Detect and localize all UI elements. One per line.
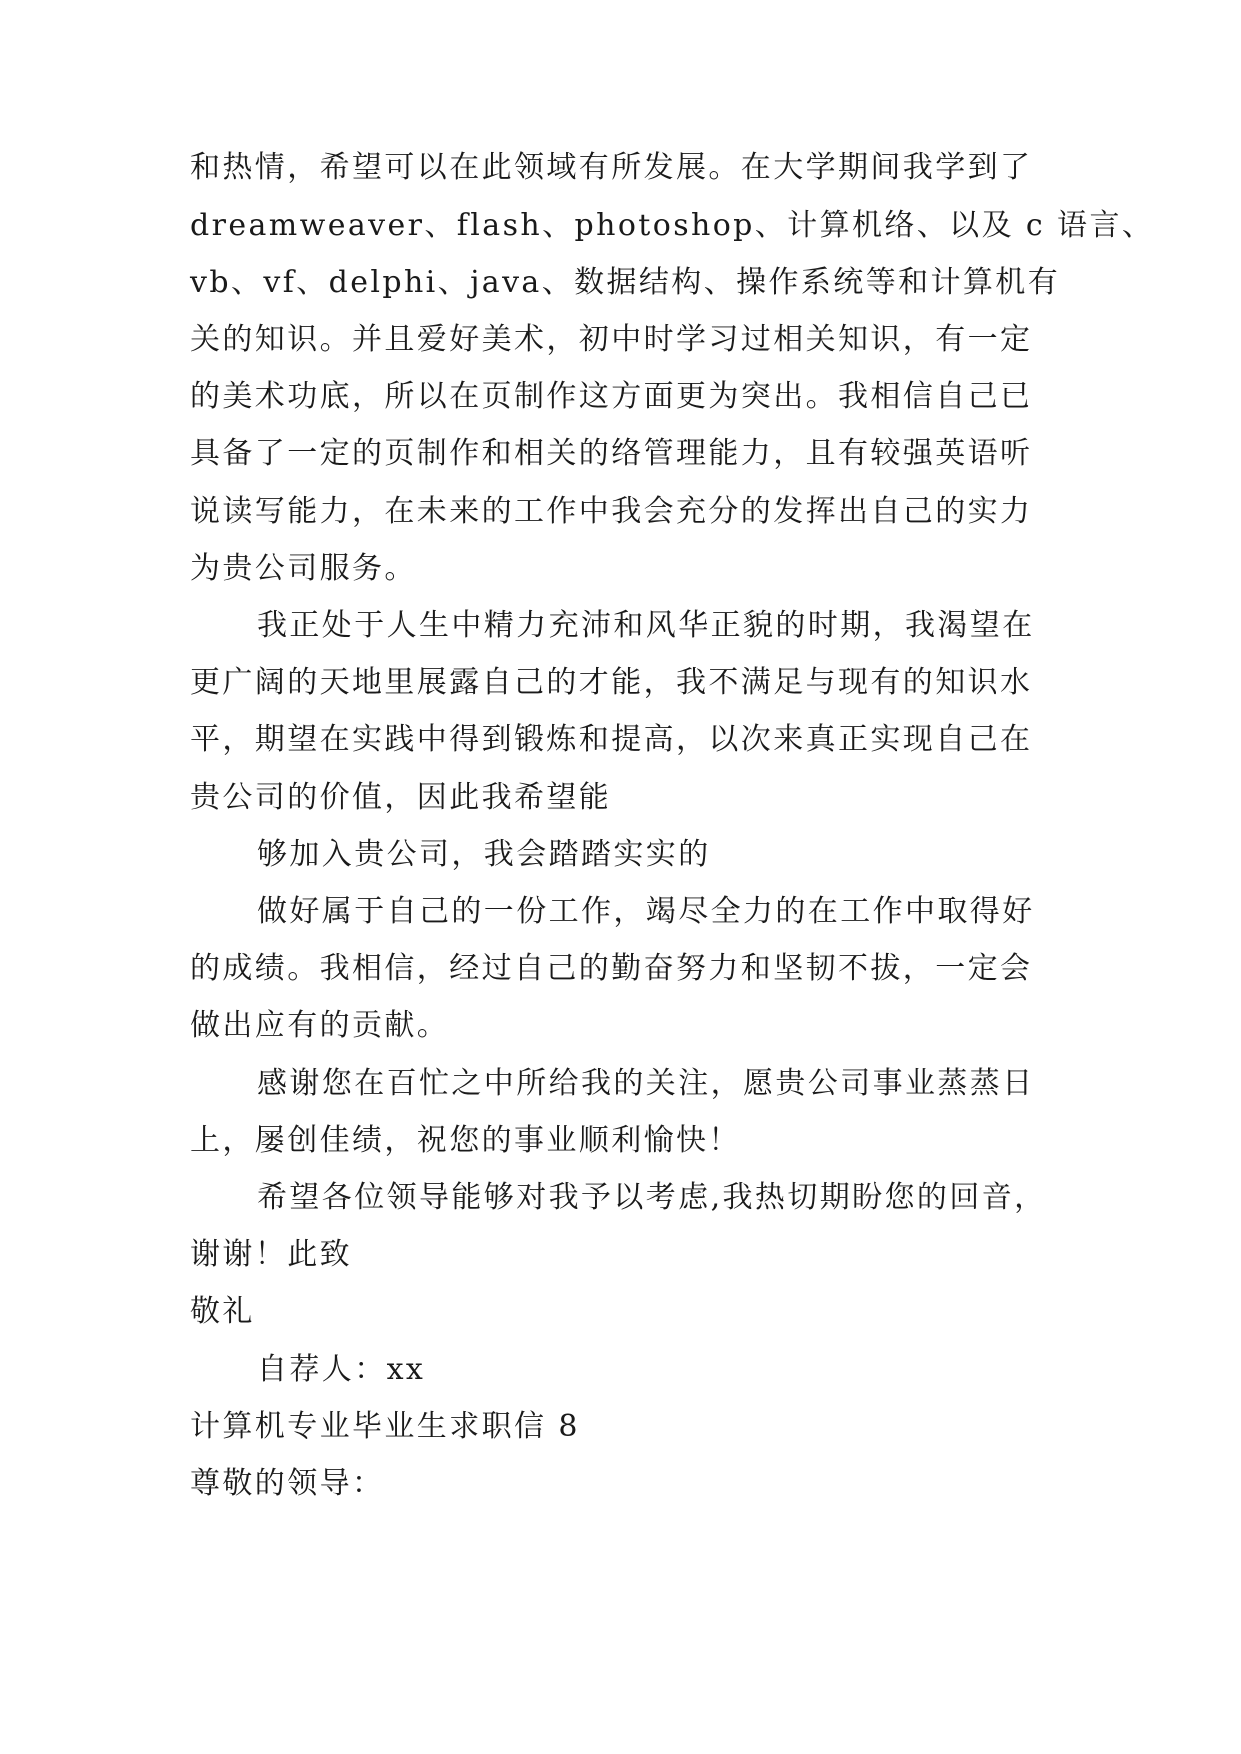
paragraph-start-line: 希望各位领导能够对我予以考虑,我热切期盼您的回音， — [257, 1180, 1047, 1215]
text-line-15: 的成绩。我相信，经过自己的勤奋努力和坚韧不拔，一定会 — [190, 951, 1033, 986]
paragraph-start-line: 感谢您在百忙之中所给我的关注，愿贵公司事业蒸蒸日 — [257, 1066, 1035, 1101]
text-line-7: 说读写能力，在未来的工作中我会充分的发挥出自己的实力 — [190, 494, 1033, 529]
text-line-20: 谢谢！此致 — [190, 1237, 352, 1272]
text-line-8: 为贵公司服务。 — [190, 551, 417, 586]
section-heading: 计算机专业毕业生求职信 8 — [190, 1409, 580, 1444]
signature-line: 自荐人：xx — [257, 1352, 426, 1387]
text-line-10: 更广阔的天地里展露自己的才能，我不满足与现有的知识水 — [190, 665, 1033, 700]
text-line-1: 和热情，希望可以在此领域有所发展。在大学期间我学到了 — [190, 150, 1033, 185]
text-line-18: 上，屡创佳绩，祝您的事业顺利愉快！ — [190, 1123, 741, 1158]
closing-salutation: 敬礼 — [190, 1294, 255, 1329]
text-line-2: dreamweaver、flash、photoshop、计算机络、以及 c 语言、 — [190, 208, 1155, 243]
paragraph-start-line: 我正处于人生中精力充沛和风华正貌的时期，我渴望在 — [257, 608, 1035, 643]
text-line-16: 做出应有的贡献。 — [190, 1008, 450, 1043]
paragraph-start-line: 够加入贵公司，我会踏踏实实的 — [257, 837, 711, 872]
text-line-12: 贵公司的价值，因此我希望能 — [190, 780, 612, 815]
greeting-line: 尊敬的领导： — [190, 1466, 385, 1501]
text-line-3: vb、vf、delphi、java、数据结构、操作系统等和计算机有 — [190, 265, 1061, 300]
text-line-11: 平，期望在实践中得到锻炼和提高，以次来真正实现自己在 — [190, 722, 1033, 757]
text-line-5: 的美术功底，所以在页制作这方面更为突出。我相信自己已 — [190, 379, 1033, 414]
paragraph-start-line: 做好属于自己的一份工作，竭尽全力的在工作中取得好 — [257, 894, 1035, 929]
text-line-4: 关的知识。并且爱好美术，初中时学习过相关知识，有一定 — [190, 322, 1033, 357]
text-line-6: 具备了一定的页制作和相关的络管理能力，且有较强英语听 — [190, 436, 1033, 471]
